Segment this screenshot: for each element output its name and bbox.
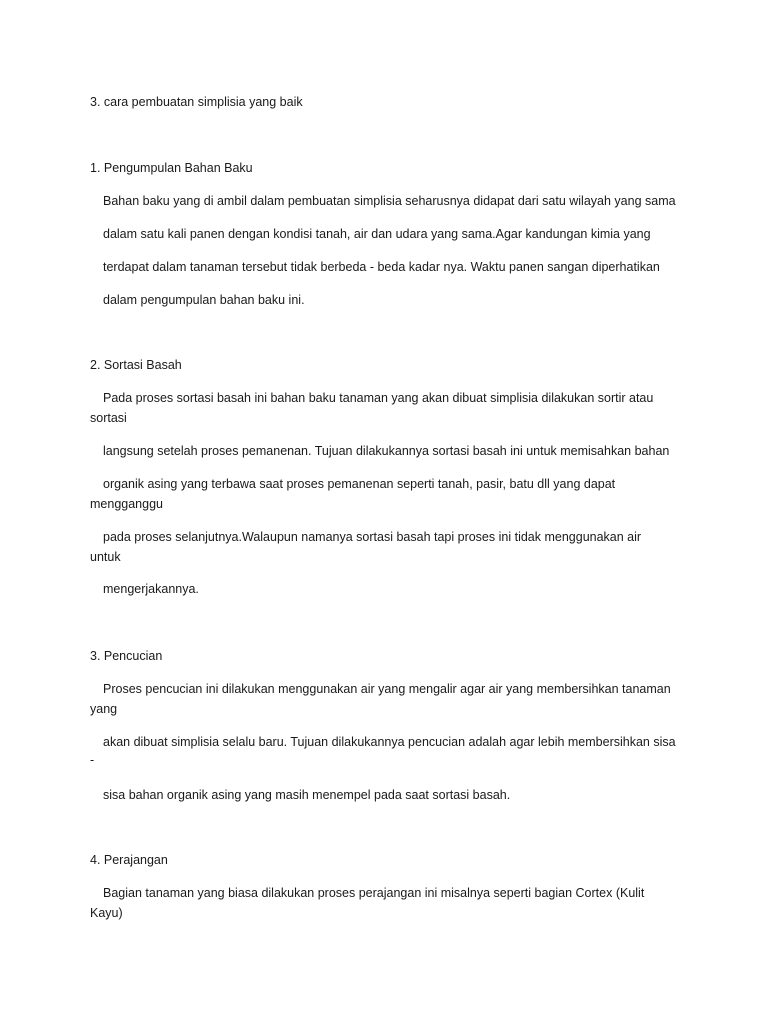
paragraph-line-wrap: - <box>90 753 95 767</box>
paragraph-line: mengerjakannya. <box>103 582 199 596</box>
paragraph-line-wrap: sortasi <box>90 411 127 425</box>
paragraph-line-wrap: Kayu) <box>90 906 123 920</box>
section-heading-perajangan: 4. Perajangan <box>90 853 168 867</box>
paragraph-line: dalam satu kali panen dengan kondisi tanah, air dan udara yang sama.Agar kandungan kimia yang <box>103 227 651 241</box>
section-heading-sortasi-basah: 2. Sortasi Basah <box>90 358 182 372</box>
paragraph-line: langsung setelah proses pemanenan. Tujuan dilakukannya sortasi basah ini untuk memisahkan bahan <box>103 444 670 458</box>
paragraph-line: Bahan baku yang di ambil dalam pembuatan simplisia seharusnya didapat dari satu wilayah yang sama <box>103 194 676 208</box>
section-heading-pengumpulan: 1. Pengumpulan Bahan Baku <box>90 161 253 175</box>
paragraph-line: sisa bahan organik asing yang masih menempel pada saat sortasi basah. <box>103 788 511 802</box>
paragraph-line-wrap: mengganggu <box>90 497 163 511</box>
paragraph-line-wrap: untuk <box>90 550 121 564</box>
paragraph-line: dalam pengumpulan bahan baku ini. <box>103 293 305 307</box>
section-heading-pencucian: 3. Pencucian <box>90 649 163 663</box>
paragraph-line: Bagian tanaman yang biasa dilakukan proses perajangan ini misalnya seperti bagian Cortex (Kulit <box>103 886 645 900</box>
paragraph-line: terdapat dalam tanaman tersebut tidak berbeda - beda kadar nya. Waktu panen sangan diperhatikan <box>103 260 660 274</box>
document-title: 3. cara pembuatan simplisia yang baik <box>90 95 303 109</box>
paragraph-line-wrap: yang <box>90 702 118 716</box>
paragraph-line: Proses pencucian ini dilakukan menggunakan air yang mengalir agar air yang membersihkan tanaman <box>103 682 671 696</box>
paragraph-line: pada proses selanjutnya.Walaupun namanya sortasi basah tapi proses ini tidak menggunakan air <box>103 530 642 544</box>
paragraph-line: Pada proses sortasi basah ini bahan baku tanaman yang akan dibuat simplisia dilakukan sortir atau <box>103 391 654 405</box>
paragraph-line: akan dibuat simplisia selalu baru. Tujuan dilakukannya pencucian adalah agar lebih membersihkan sisa <box>103 735 676 749</box>
paragraph-line: organik asing yang terbawa saat proses pemanenan seperti tanah, pasir, batu dll yang dapat <box>103 477 616 491</box>
